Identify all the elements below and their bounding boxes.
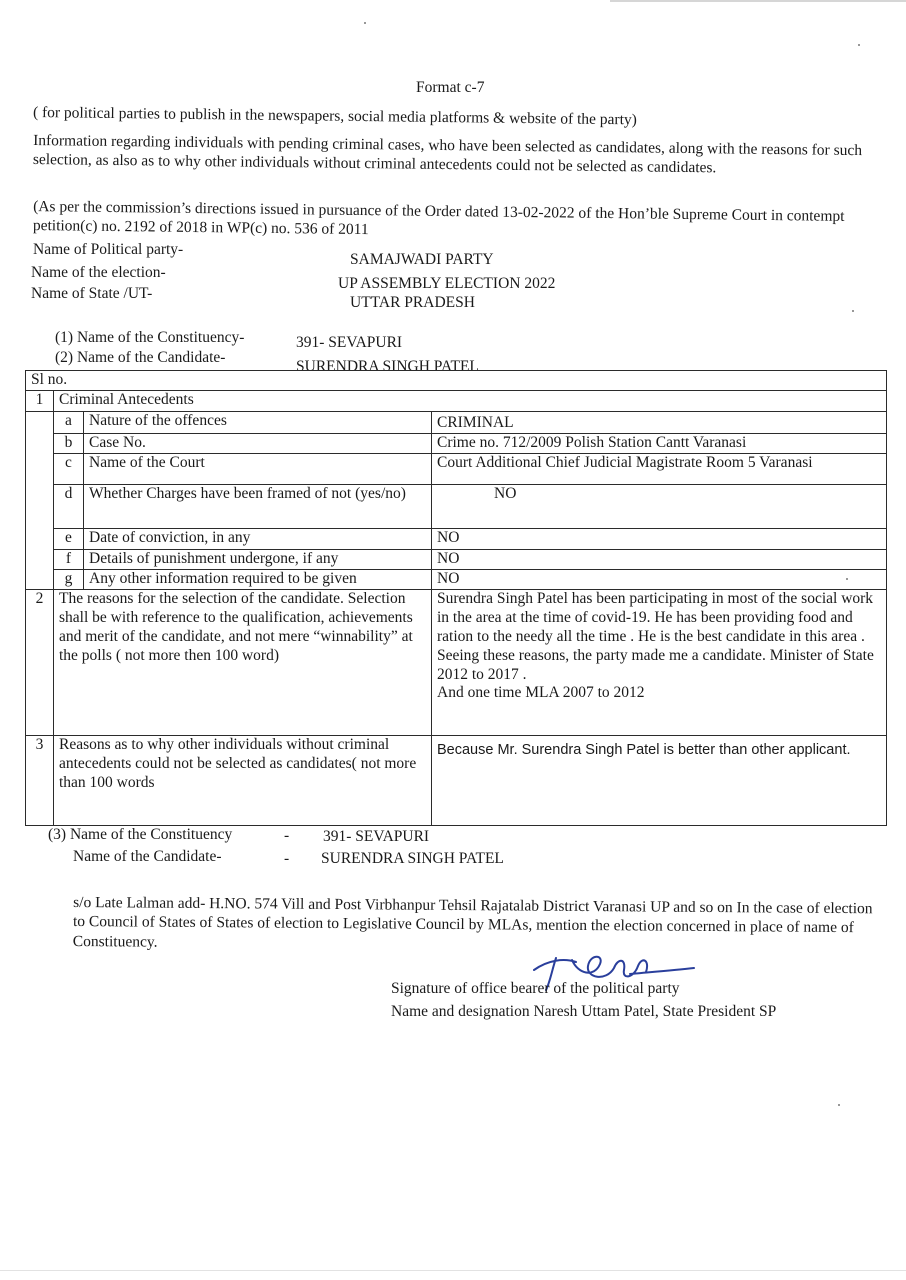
sub-row-label: Details of punishment undergone, if any <box>84 549 432 569</box>
sub-row-value: NO <box>432 569 887 589</box>
scan-speck <box>364 22 366 24</box>
sub-row-letter: d <box>54 484 84 528</box>
constituency-value: 391- SEVAPURI <box>296 334 403 351</box>
direction-paragraph: (As per the commission’s directions issued in pursuance of the Order dated 13-02-2022 of the Hon’ble Supreme Court in contempt petition(c) no. 2192 of 2018 in WP(c) no. 536 of 2011 <box>32 198 845 239</box>
sub-row-value: Court Additional Chief Judicial Magistrate Room 5 Varanasi <box>432 453 887 484</box>
row-number: 3 <box>26 735 54 825</box>
criminal-antecedents-table <box>25 370 887 826</box>
other-individuals-label: Reasons as to why other individuals without criminal antecedents could not be selected as candidates( not more than 100 words <box>54 735 432 825</box>
signature-line: Signature of office bearer of the political party <box>391 980 680 997</box>
row-number-spacer <box>26 411 54 589</box>
table-row <box>26 484 887 528</box>
constituency-label: (1) Name of the Constituency- <box>55 329 245 346</box>
footer-candidate-separator: - <box>284 850 290 867</box>
scan-speck <box>852 310 854 312</box>
election-value: UP ASSEMBLY ELECTION 2022 <box>338 275 556 292</box>
sub-row-label: Case No. <box>84 433 432 453</box>
sub-row-value: NO <box>432 549 887 569</box>
sub-row-label: Nature of the offences <box>84 411 432 433</box>
selection-reason-extra: And one time MLA 2007 to 2012 <box>437 684 645 702</box>
sub-row-value: CRIMINAL <box>432 411 887 433</box>
table-row <box>26 528 887 549</box>
sub-row-value: Crime no. 712/2009 Polish Station Cantt Varanasi <box>432 433 887 453</box>
intro-paragraph: Information regarding individuals with pending criminal cases, who have been selected as candidates, along with the reasons for such selection, as also as to why other individuals without criminal antecedents could not be selected as candidates. <box>32 132 863 177</box>
table-row <box>26 569 887 589</box>
format-title: Format c-7 <box>416 79 485 96</box>
sub-row-value: NO <box>432 528 887 549</box>
table-row <box>26 453 887 484</box>
state-value: UTTAR PRADESH <box>350 294 475 311</box>
footer-constituency-value: 391- SEVAPURI <box>323 828 430 845</box>
party-value: SAMAJWADI PARTY <box>350 251 494 268</box>
candidate-label: (2) Name of the Candidate- <box>55 349 226 366</box>
table-row <box>26 411 887 433</box>
sub-row-value: NO <box>432 484 887 528</box>
page-edge-bottom <box>0 1270 906 1271</box>
party-label: Name of Political party- <box>33 241 184 258</box>
other-individuals-value: Because Mr. Surendra Singh Patel is better than other applicant. <box>432 735 887 825</box>
candidate-value: SURENDRA SINGH PATEL <box>296 358 479 375</box>
sub-row-label: Whether Charges have been framed of not (yes/no) <box>84 484 432 528</box>
criminal-antecedents-heading: Criminal Antecedents <box>54 390 887 411</box>
scan-speck <box>858 44 860 46</box>
sub-row-label: Name of the Court <box>84 453 432 484</box>
table-row <box>26 735 887 825</box>
selection-reason-text: Surendra Singh Patel has been participating in most of the social work in the area at the time of covid-19. He has been providing food and ration to the needy all the time . He is the best candidate in this area . Seeing these reasons, the party made me a candidate. Minister of State 2012 to 2017 . <box>437 589 874 683</box>
table-row <box>26 433 887 453</box>
sub-row-label: Any other information required to be given <box>84 569 432 589</box>
selection-reason-label: The reasons for the selection of the candidate. Selection shall be with reference to the qualification, achievements and merit of the candidate, and not mere “winnability” at the polls ( not more then 100 word) <box>54 589 432 735</box>
footer-constituency-separator: - <box>284 827 290 844</box>
row-number: 1 <box>26 390 54 411</box>
scan-speck <box>838 1104 840 1106</box>
sub-row-letter: f <box>54 549 84 569</box>
purpose-line: ( for political parties to publish in the newspapers, social media platforms & website of the party) <box>32 104 637 129</box>
footer-candidate-label: Name of the Candidate- <box>73 848 222 865</box>
footer-constituency-label: (3) Name of the Constituency <box>48 826 233 843</box>
sub-row-letter: b <box>54 433 84 453</box>
election-label: Name of the election- <box>31 264 166 281</box>
state-label: Name of State /UT- <box>31 285 153 302</box>
sub-row-label: Date of conviction, in any <box>84 528 432 549</box>
sl-no-header: Sl no. <box>26 371 887 391</box>
table-row <box>26 549 887 569</box>
selection-reason-value <box>432 589 887 735</box>
address-note: s/o Late Lalman add- H.NO. 574 Vill and Post Virbhanpur Tehsil Rajatalab District Varanasi UP and so on In the case of election to Council of States of States of election to Legislative Council by MLAs, mention the election concerned in place of name of Constituency. <box>72 894 873 951</box>
row-number: 2 <box>26 589 54 735</box>
table-row <box>26 589 887 735</box>
page-edge-top <box>610 0 906 2</box>
sub-row-letter: g <box>54 569 84 589</box>
sub-row-letter: e <box>54 528 84 549</box>
sub-row-letter: c <box>54 453 84 484</box>
sub-row-letter: a <box>54 411 84 433</box>
name-designation-line: Name and designation Naresh Uttam Patel, State President SP <box>391 1003 777 1020</box>
footer-candidate-value: SURENDRA SINGH PATEL <box>321 850 504 867</box>
